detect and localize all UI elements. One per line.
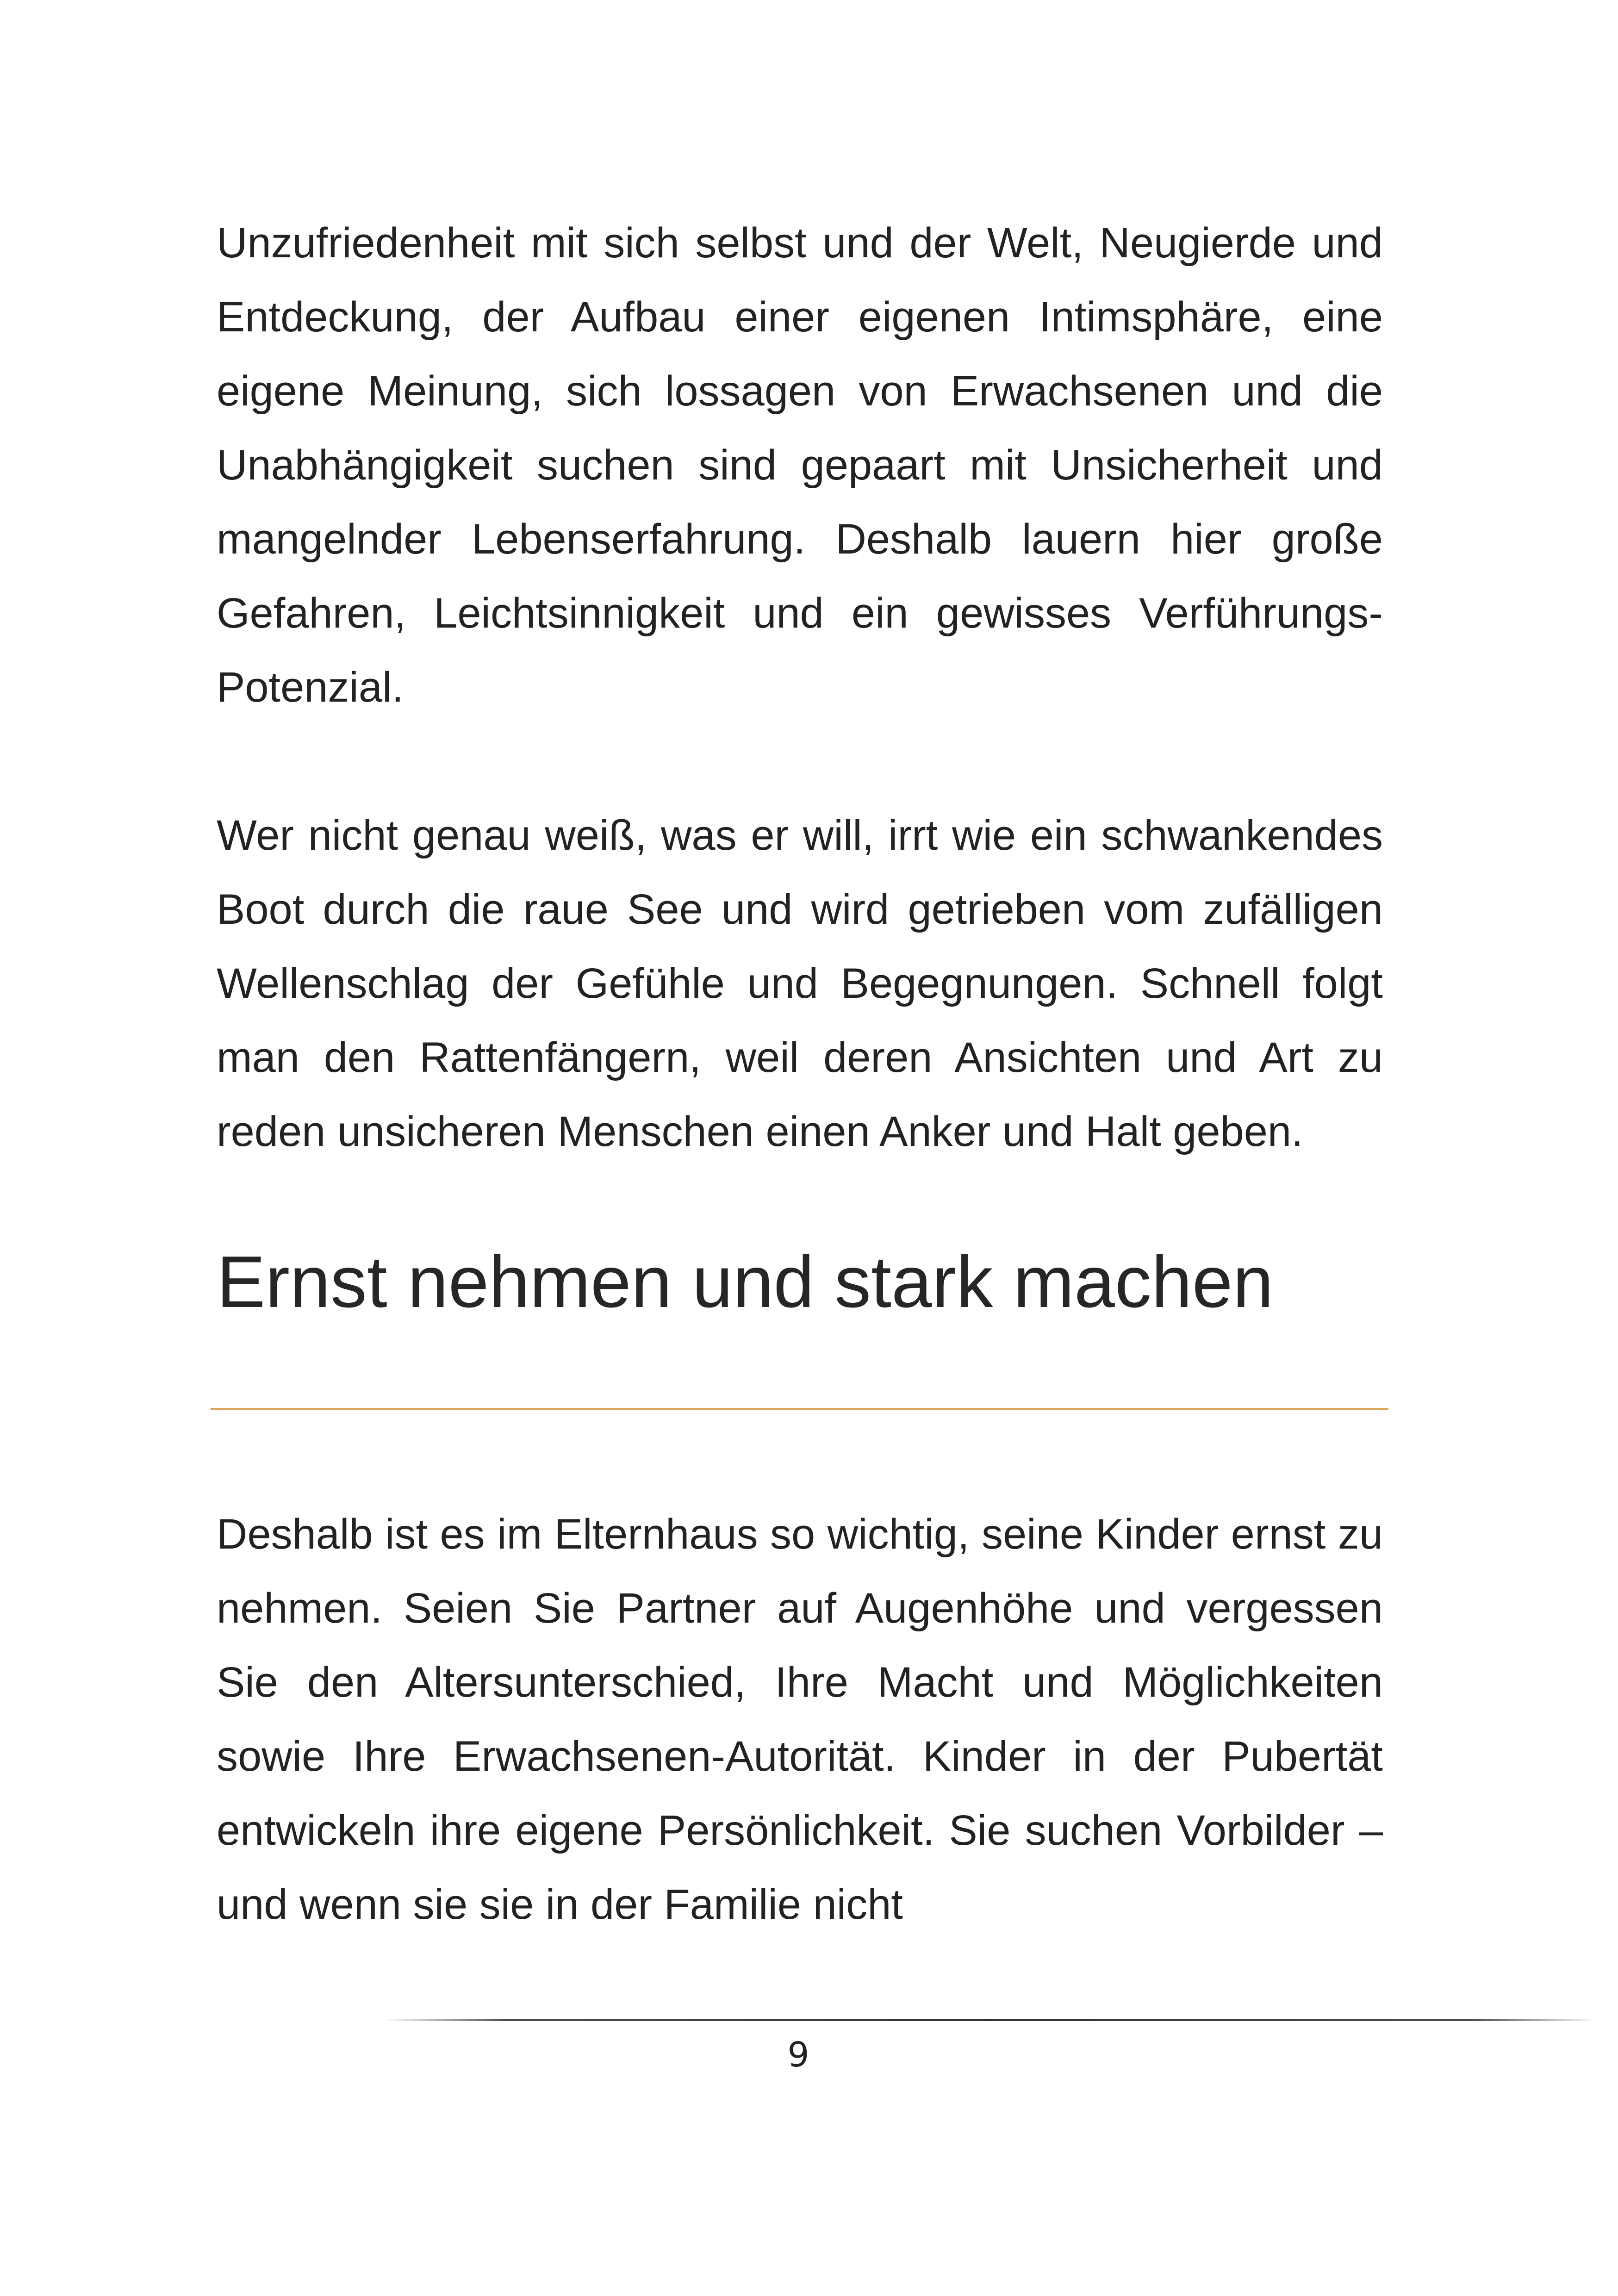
body-text-top [217, 206, 1383, 1326]
page-number: 9 [787, 2035, 809, 2075]
paragraph-spacer [217, 724, 1383, 798]
footer-divider [384, 2019, 1597, 2021]
paragraph-1: Unzufriedenheit mit sich selbst und der Welt, Neugierde und Entdeckung, der Aufbau einer eigenen Intimsphäre, eine eigene Meinung, sich lossagen von Erwachsenen und die Unabhängigkeit suchen sind gepaart mit Unsicherheit und mangelnder Lebenserfahrung. Deshalb lauern hier große Gefahren, Leichtsinnigkeit und ein gewisses Verführungs-Potenzial. [217, 219, 1383, 711]
section-heading: Ernst nehmen und stark machen [217, 1241, 1274, 1323]
body-text-bottom [217, 1497, 1383, 1941]
paragraph-2: Wer nicht genau weiß, was er will, irrt wie ein schwankendes Boot durch die raue See und wird getrieben vom zufälligen Wellenschlag der Gefühle und Begegnungen. Schnell folgt man den Rattenfängern, weil deren Ansichten und Art zu reden unsicheren Menschen einen Anker und Halt geben. [217, 812, 1383, 1155]
heading-underline [211, 1408, 1388, 1410]
paragraph-3: Deshalb ist es im Elternhaus so wichtig, seine Kinder ernst zu nehmen. Seien Sie Partner auf Augenhöhe und vergessen Sie den Altersunterschied, Ihre Macht und Möglichkeiten sowie Ihre Erwachsenen-Autorität. Kinder in der Pubertät entwickeln ihre eigene Persönlichkeit. Sie suchen Vorbilder – und wenn sie sie in der Familie nicht [217, 1511, 1383, 1928]
